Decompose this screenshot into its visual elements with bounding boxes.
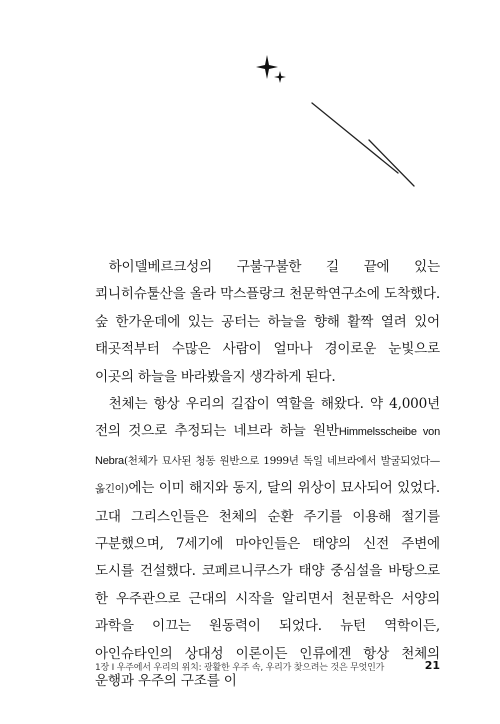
streak-line-long bbox=[312, 103, 398, 173]
paragraph-2 bbox=[95, 391, 440, 695]
paragraph-2-intro: 천체는 항상 우리의 길잡이 역할을 해왔다. 약 4,000년 전의 것으로 추정되는 네브라 하늘 원반 bbox=[95, 396, 440, 440]
sparkle-stars-icon bbox=[256, 55, 286, 83]
foreign-term: Himmelsscheibe von Nebra bbox=[95, 426, 440, 467]
paragraph-2-rest: 에는 이미 해지와 동지, 달의 위상이 묘사되어 있었다. 고대 그리스인들은 천체의 순환 주기를 이용해 절기를 구분했으며, 7세기에 마야인들은 태양의 신전 주변에 도시를 건설했다. 코페르니쿠스가 태양 중심설을 바탕으로 한 우주관으로 근대의 시작을 알리면서 천문학은 서양의 과학을 이끄는 원동력이 되었다. 뉴턴 역학이든, 아인슈타인의 상대성 이론이든 인류에겐 항상 천체의 운행과 우주의 구조를 이 bbox=[95, 480, 440, 690]
small-star-icon bbox=[274, 71, 286, 83]
shooting-star-lines bbox=[312, 103, 414, 186]
streak-line-short bbox=[369, 140, 414, 186]
paragraph-1: 하이델베르크성의 구불구불한 길 끝에 있는 쾨니히슈툴산을 올라 막스플랑크 천문학연구소에 도착했다. 숲 한가운데에 있는 공터는 하늘을 향해 활짝 열려 있어 태곳적부터 수많은 사람이 얼마나 경이로운 눈빛으로 이곳의 하늘을 바라봤을지 생각하게 된다. bbox=[95, 259, 440, 385]
chapter-running-title: 1장 I 우주에서 우리의 위치: 광활한 우주 속, 우리가 찾으려는 것은 무엇인가 bbox=[95, 663, 385, 673]
large-star-icon bbox=[256, 55, 278, 79]
body-text bbox=[95, 254, 440, 696]
decorative-illustration bbox=[0, 0, 500, 260]
translator-note: (천체가 묘사된 청동 원반으로 1999년 독일 네브라에서 발굴되었다—옮긴이) bbox=[95, 454, 440, 496]
page-number: 21 bbox=[424, 659, 440, 672]
page-footer bbox=[95, 660, 440, 676]
